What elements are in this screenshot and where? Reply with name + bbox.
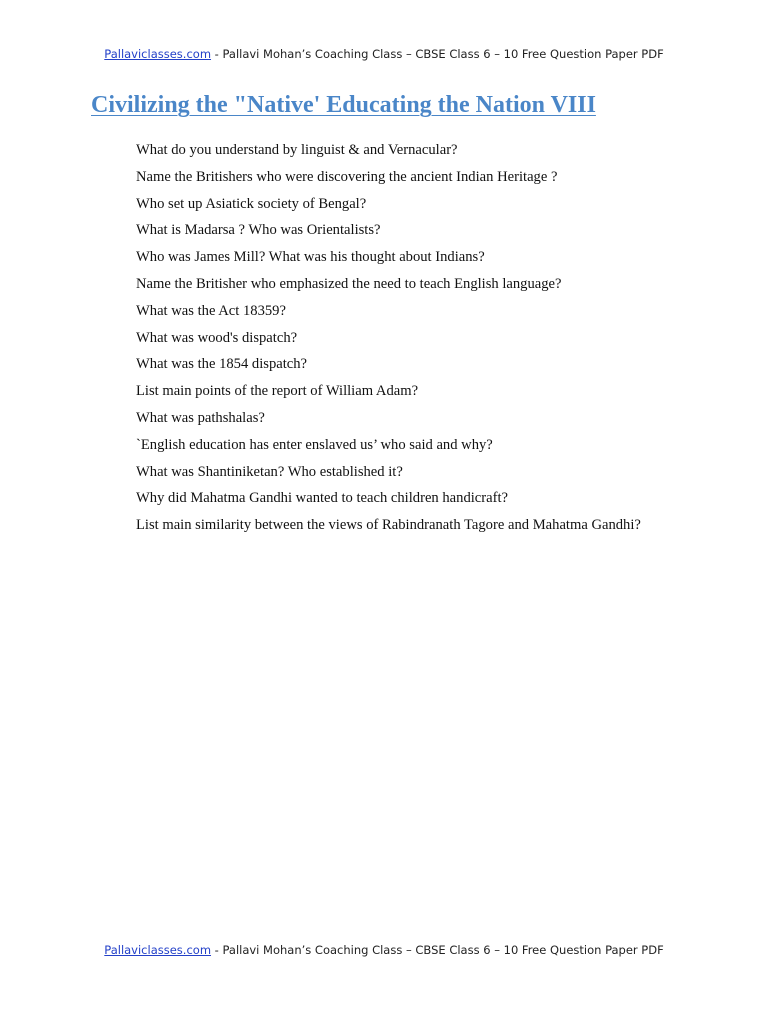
question-text: What do you understand by linguist & and Vernacular? (136, 142, 458, 158)
question-text: What was pathshalas? (136, 409, 265, 426)
question-text: Who was James Mill? What was his thought about Indians? (136, 249, 485, 266)
question-text: `English education has enter enslaved us’ who said and why? (136, 436, 493, 453)
question-text: Name the Britisher who emphasized the need to teach English language? (136, 275, 562, 292)
document-title: Civilizing the "Native' Educating the Nation VIII (91, 92, 596, 118)
question-text: Who set up Asiatick society of Bengal? (136, 195, 367, 212)
question-text: List main similarity between the views of Rabindranath Tagore and Mahatma Gandhi? (136, 517, 641, 534)
question-text: What was Shantiniketan? Who established it? (136, 463, 403, 480)
question-text: List main points of the report of William Adam? (136, 383, 419, 400)
question-text: Name the Britishers who were discovering the ancient Indian Heritage ? (136, 168, 558, 185)
header-text: - Pallavi Mohan’s Coaching Class – CBSE Class 6 – 10 Free Question Paper PDF (211, 47, 664, 61)
question-text: Why did Mahatma Gandhi wanted to teach children handicraft? (136, 490, 508, 507)
page-header (0, 47, 768, 61)
question-text: What is Madarsa ? Who was Orientalists? (136, 222, 381, 239)
header-site-link[interactable]: Pallaviclasses.com (104, 47, 212, 61)
question-text: What was the 1854 dispatch? (136, 356, 308, 373)
footer-site-link[interactable]: Pallaviclasses.com (104, 943, 212, 957)
footer-text: - Pallavi Mohan’s Coaching Class – CBSE Class 6 – 10 Free Question Paper PDF (211, 943, 664, 957)
question-text: What was the Act 18359? (136, 302, 286, 319)
question-text: What was wood's dispatch? (136, 329, 298, 346)
page-footer (0, 943, 768, 957)
